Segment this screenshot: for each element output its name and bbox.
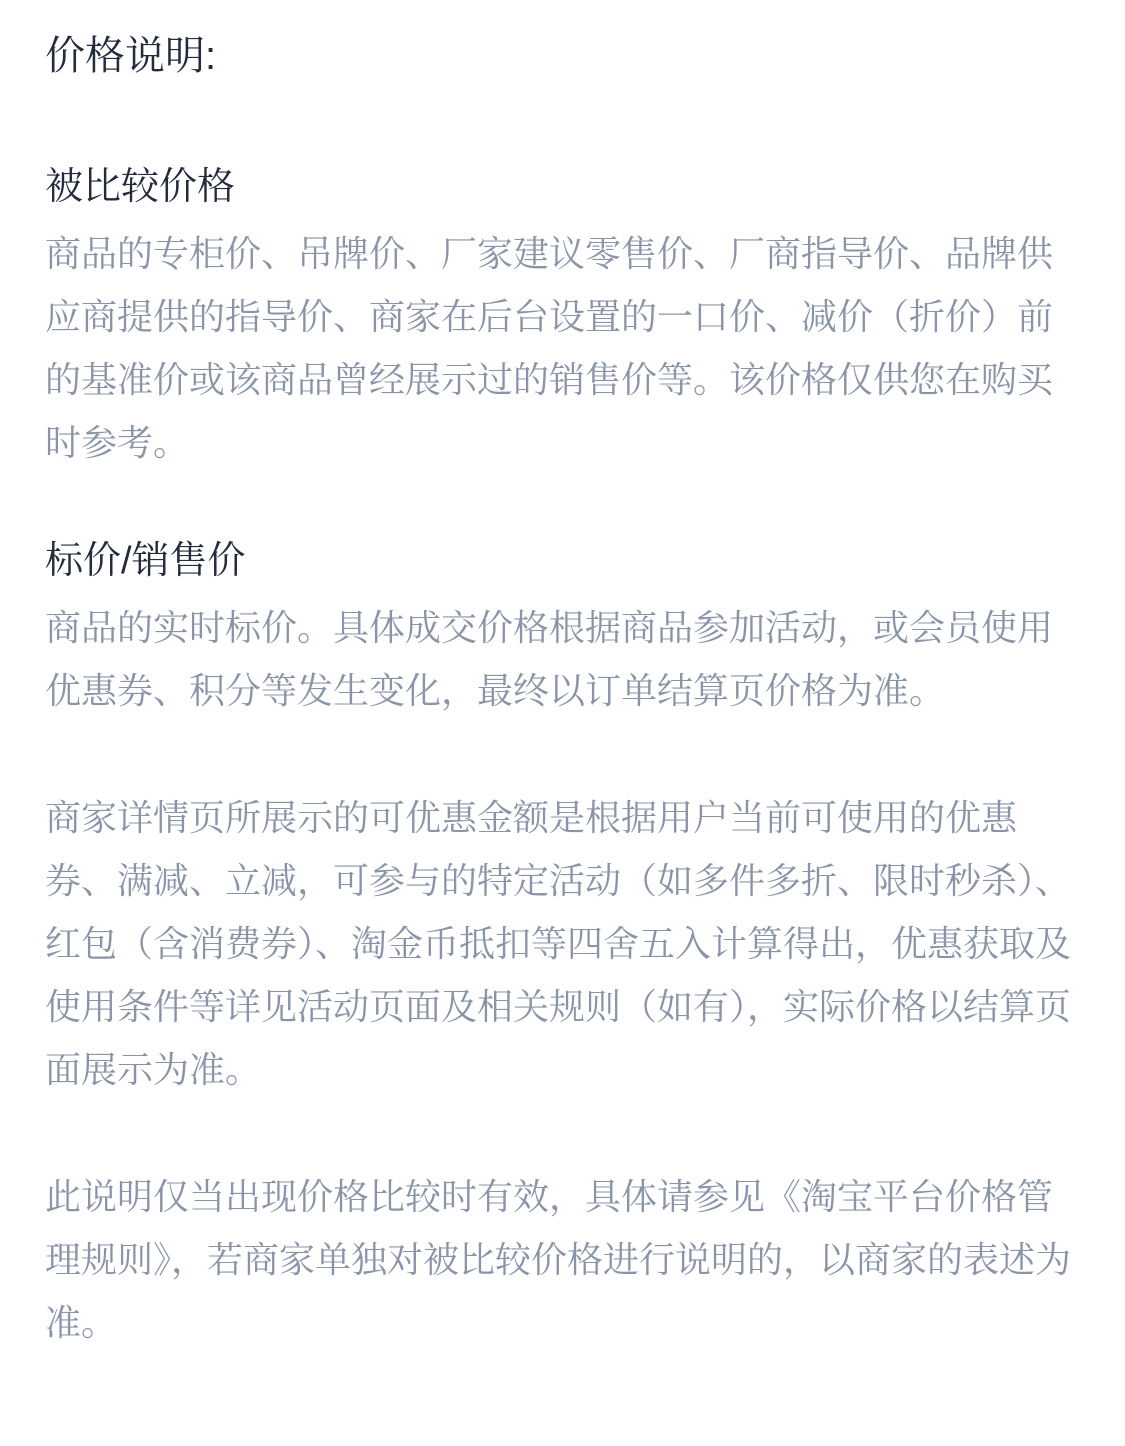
section-discount-note bbox=[45, 786, 1080, 1101]
section-list-price bbox=[45, 538, 1080, 722]
section-compared-price bbox=[45, 164, 1080, 474]
list-price-body: 商品的实时标价。具体成交价格根据商品参加活动，或会员使用优惠券、积分等发生变化，最终以订单结算页价格为准。 bbox=[45, 607, 1054, 711]
compared-price-heading: 被比较价格 bbox=[45, 166, 236, 208]
validity-note-body: 此说明仅当出现价格比较时有效，具体请参见《淘宝平台价格管理规则》，若商家单独对被比较价格进行说明的，以商家的表述为准。 bbox=[45, 1176, 1072, 1343]
list-price-heading: 标价/销售价 bbox=[45, 540, 246, 582]
compared-price-body: 商品的专柜价、吊牌价、厂家建议零售价、厂商指导价、品牌供应商提供的指导价、商家在后台设置的一口价、减价（折价）前的基准价或该商品曾经展示过的销售价等。该价格仅供您在购买时参考。 bbox=[45, 233, 1054, 463]
page-title: 价格说明: bbox=[45, 34, 217, 78]
section-validity-note bbox=[45, 1165, 1080, 1354]
discount-note-body: 商家详情页所展示的可优惠金额是根据用户当前可使用的优惠券、满减、立减，可参与的特定活动（如多件多折、限时秒杀）、红包（含消费券）、淘金币抵扣等四舍五入计算得出，优惠获取及使用条件等详见活动页面及相关规则（如有），实际价格以结算页面展示为准。 bbox=[45, 797, 1072, 1090]
